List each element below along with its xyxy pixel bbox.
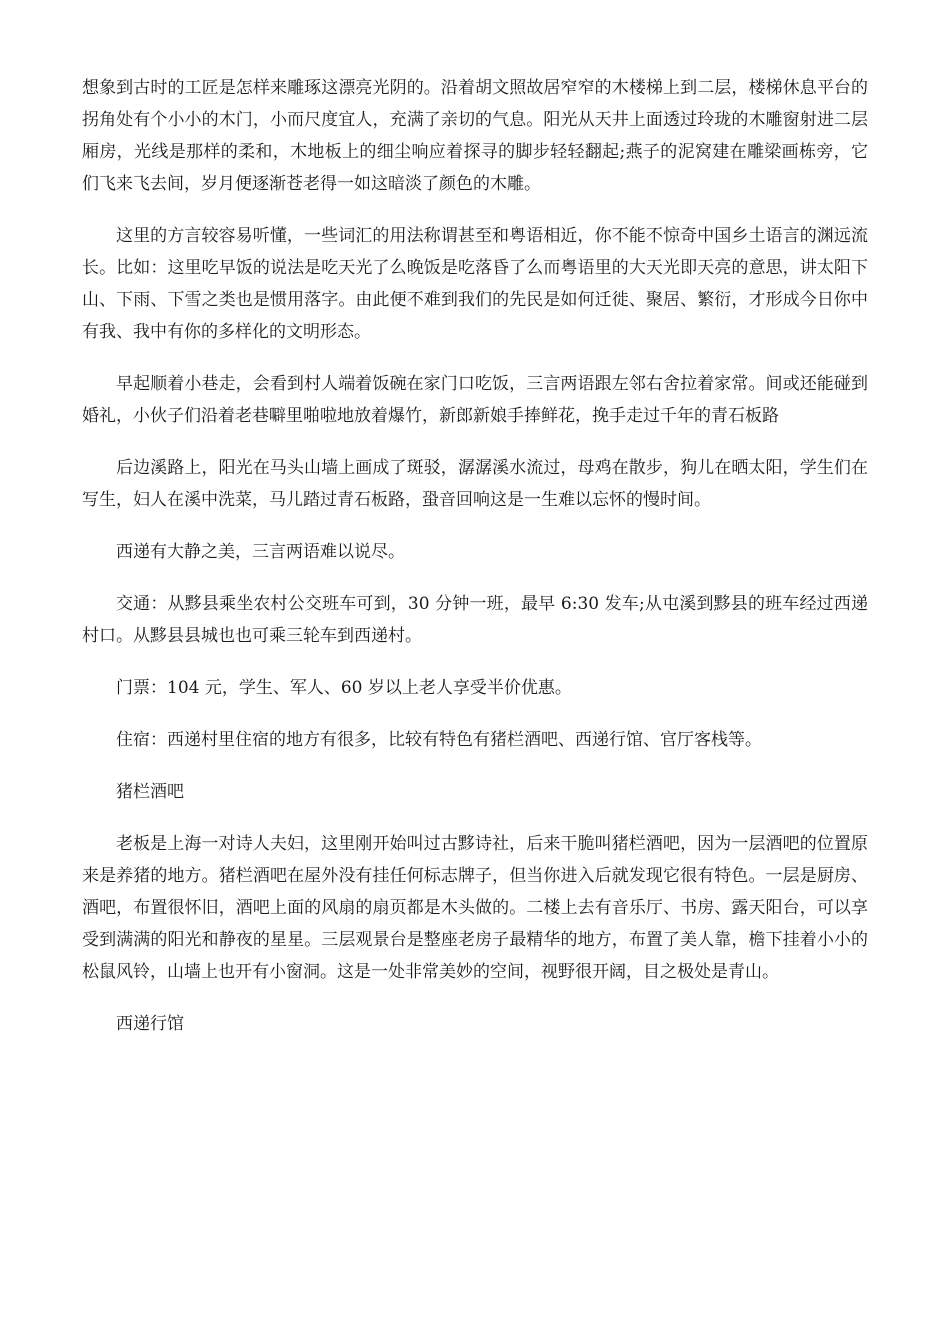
paragraph-zhulan-bar: 老板是上海一对诗人夫妇，这里刚开始叫过古黟诗社，后来干脆叫猪栏酒吧，因为一层酒吧的位置原来是养猪的地方。猪栏酒吧在屋外没有挂任何标志牌子，但当你进入后就发现它很有特色。一层是厨房、酒吧，布置很怀旧，酒吧上面的风扇的扇页都是木头做的。二楼上去有音乐厅、书房、露天阳台，可以享受到满满的阳光和静夜的星星。三层观景台是整座老房子最精华的地方，布置了美人靠，檐下挂着小小的松鼠风铃，山墙上也开有小窗洞。这是一处非常美妙的空间，视野很开阔，目之极处是青山。	[82, 834, 868, 982]
paragraph-dialect: 这里的方言较容易听懂，一些词汇的用法称谓甚至和粤语相近，你不能不惊奇中国乡土语言的渊远流长。比如：这里吃早饭的说法是吃天光了么晚饭是吃落昏了么而粤语里的大天光即天亮的意思，讲太阳下山、下雨、下雪之类也是惯用落字。由此便不难到我们的先民是如何迁徙、聚居、繁衍，才形成今日你中有我、我中有你的多样化的文明形态。	[82, 226, 868, 342]
paragraph-stream-road: 后边溪路上，阳光在马头山墙上画成了斑驳，潺潺溪水流过，母鸡在散步，狗儿在晒太阳，学生们在写生，妇人在溪中洗菜，马儿踏过青石板路，蛩音回响这是一生难以忘怀的慢时间。	[82, 458, 868, 510]
paragraph-summary: 西递有大静之美，三言两语难以说尽。	[116, 542, 405, 562]
paragraph-tickets: 门票：104 元，学生、军人、60 岁以上老人享受半价优惠。	[116, 678, 572, 698]
heading-xidi-inn: 西递行馆	[116, 1014, 184, 1034]
paragraph-morning-alley: 早起顺着小巷走，会看到村人端着饭碗在家门口吃饭，三言两语跟左邻右舍拉着家常。间或还能碰到婚礼，小伙子们沿着老巷噼里啪啦地放着爆竹，新郎新娘手捧鲜花，挽手走过千年的青石板路	[82, 374, 868, 426]
paragraph-woodcarving: 想象到古时的工匠是怎样来雕琢这漂亮光阴的。沿着胡文照故居窄窄的木楼梯上到二层，楼梯休息平台的拐角处有个小小的木门，小而尺度宜人，充满了亲切的气息。阳光从天井上面透过玲珑的木雕窗射进二层厢房，光线是那样的柔和，木地板上的细尘响应着探寻的脚步轻轻翻起;燕子的泥窝建在雕梁画栋旁，它们飞来飞去间，岁月便逐渐苍老得一如这暗淡了颜色的木雕。	[82, 78, 868, 194]
heading-zhulan-bar: 猪栏酒吧	[116, 782, 184, 802]
paragraph-transport: 交通：从黟县乘坐农村公交班车可到，30 分钟一班，最早 6:30 发车;从屯溪到黟县的班车经过西递村口。从黟县县城也也可乘三轮车到西递村。	[82, 594, 868, 646]
paragraph-lodging: 住宿：西递村里住宿的地方有很多，比较有特色有猪栏酒吧、西递行馆、官厅客栈等。	[116, 730, 762, 750]
